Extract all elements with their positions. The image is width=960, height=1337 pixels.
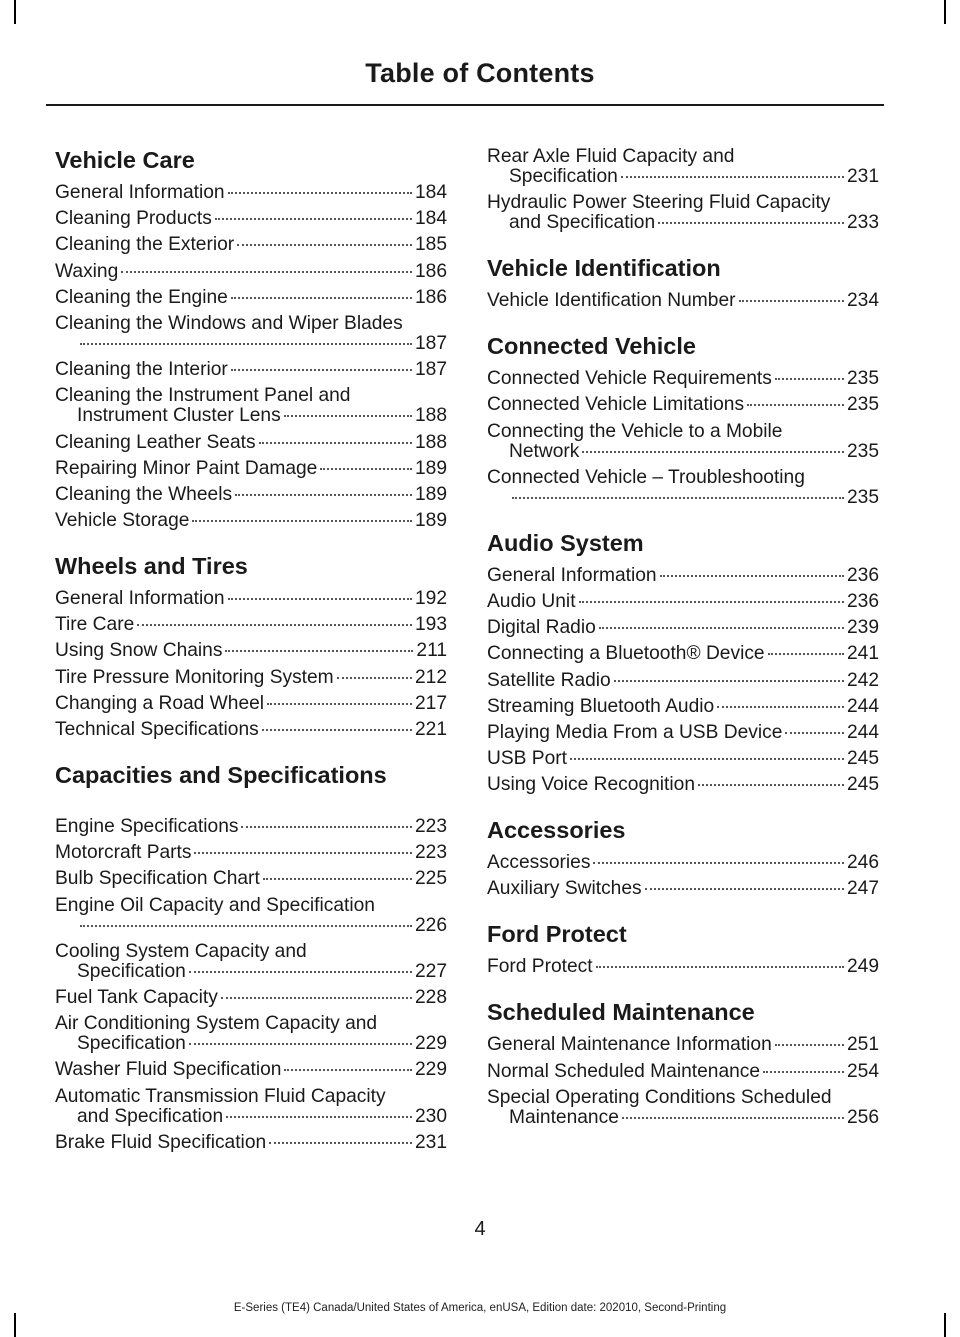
toc-entry-label-cont: Instrument Cluster Lens: [77, 405, 281, 427]
toc-entry[interactable]: [55, 896, 447, 936]
toc-entry-label: Ford Protect: [487, 956, 593, 978]
crop-mark-top-left: [14, 0, 16, 24]
toc-entry[interactable]: [55, 183, 447, 203]
toc-entry-continuation: [55, 334, 447, 354]
toc-entry[interactable]: [487, 749, 879, 769]
toc-page-ref: 186: [414, 260, 447, 282]
toc-entry-continuation: [55, 1107, 447, 1127]
dot-leader: [189, 1043, 412, 1045]
toc-page-ref: 187: [414, 359, 447, 381]
toc-entry-label: Connected Vehicle Limitations: [487, 394, 745, 416]
dot-leader: [259, 442, 412, 444]
dot-leader: [768, 653, 844, 655]
toc-entry-label: Cleaning the Instrument Panel and: [55, 385, 351, 407]
toc-entry-continuation: [487, 213, 879, 233]
dot-leader: [658, 222, 844, 224]
dot-leader: [512, 497, 844, 499]
toc-section: [487, 526, 879, 796]
crop-mark-bottom-left: [14, 1313, 16, 1337]
toc-page-ref: 184: [414, 208, 447, 230]
toc-page-ref: 212: [414, 666, 447, 688]
toc-entry[interactable]: [487, 193, 879, 233]
toc-entry[interactable]: [55, 288, 447, 308]
toc-entry-label: General Information: [55, 182, 225, 203]
toc-section: [55, 758, 447, 1153]
dot-leader: [194, 852, 412, 854]
toc-page-ref: 235: [846, 394, 879, 416]
toc-page-ref: 221: [414, 719, 447, 740]
dot-leader: [237, 244, 412, 246]
toc-page-ref: 230: [414, 1105, 447, 1127]
toc-entry[interactable]: [487, 671, 879, 691]
dot-leader: [267, 703, 412, 705]
toc-page-ref: 189: [414, 483, 447, 505]
toc-entry-continuation: [487, 1108, 879, 1128]
toc-entry[interactable]: [487, 592, 879, 612]
toc-entry[interactable]: [55, 817, 447, 837]
toc-entry[interactable]: [55, 589, 447, 609]
toc-entry-label: Accessories: [487, 852, 591, 874]
toc-page-ref: 186: [414, 286, 447, 308]
toc-entry[interactable]: [55, 459, 447, 479]
toc-entry[interactable]: [55, 386, 447, 426]
toc-page-ref: 233: [846, 212, 879, 234]
toc-page-ref: 251: [846, 1034, 879, 1056]
toc-entry[interactable]: [487, 879, 879, 899]
toc-entry[interactable]: [487, 957, 879, 977]
toc-entry-label: Waxing: [55, 260, 119, 282]
toc-entry[interactable]: [487, 566, 879, 586]
toc-entry-label: Special Operating Conditions Scheduled: [487, 1086, 832, 1108]
toc-column-right: [487, 147, 879, 1134]
toc-page-ref: 256: [846, 1106, 879, 1128]
toc-entry-continuation: [487, 442, 879, 462]
dot-leader: [80, 343, 412, 345]
toc-entry-label: Using Voice Recognition: [487, 774, 695, 796]
toc-page-ref: 193: [414, 614, 447, 636]
toc-entry[interactable]: [487, 291, 879, 311]
section-heading-scheduled-maintenance: Scheduled Maintenance: [487, 999, 755, 1026]
toc-entry-label: Air Conditioning System Capacity and: [55, 1013, 378, 1035]
dot-leader: [763, 1071, 844, 1073]
dot-leader: [579, 601, 844, 603]
toc-entry[interactable]: [55, 433, 447, 453]
toc-entry-label: Using Snow Chains: [55, 640, 223, 662]
toc-page-ref: 244: [846, 721, 879, 743]
toc-entry-label-cont: Specification: [77, 960, 186, 982]
toc-entry-label-cont: Maintenance: [509, 1106, 619, 1128]
toc-entry-label-cont: Network: [509, 440, 580, 462]
section-heading-audio-system: Audio System: [487, 529, 644, 556]
toc-entry-label: Cleaning the Exterior: [55, 234, 235, 256]
toc-page-ref: 187: [414, 332, 447, 354]
dot-leader: [228, 192, 412, 194]
toc-page-ref: 245: [846, 748, 879, 770]
footer-edition-text: E-Series (TE4) Canada/United States of America, enUSA, Edition date: 202010, Second-Printing: [233, 1302, 727, 1314]
toc-entry-label: Vehicle Identification Number: [487, 290, 736, 312]
toc-entry[interactable]: [487, 1035, 879, 1055]
toc-entry-label: Cleaning Leather Seats: [55, 431, 256, 453]
toc-page-ref: 189: [414, 457, 447, 479]
toc-page-ref: 226: [414, 914, 447, 936]
dot-leader: [263, 878, 412, 880]
toc-entry-label: Rear Axle Fluid Capacity and: [487, 146, 735, 167]
toc-page-ref: 231: [846, 166, 879, 187]
dot-leader: [231, 369, 412, 371]
toc-entry-continuation: [487, 488, 879, 508]
dot-leader: [215, 218, 412, 220]
toc-page-ref: 185: [414, 234, 447, 256]
toc-page-ref: 189: [414, 510, 447, 532]
toc-entry[interactable]: [55, 1133, 447, 1153]
toc-entry-label: Cooling System Capacity and: [55, 940, 307, 962]
toc-entry[interactable]: [55, 615, 447, 635]
dot-leader: [241, 826, 412, 828]
toc-entry-label-cont: Specification: [77, 1033, 186, 1055]
toc-page-ref: 192: [414, 588, 447, 610]
toc-entry[interactable]: [55, 235, 447, 255]
toc-entry-label: Repairing Minor Paint Damage: [55, 457, 318, 479]
toc-entry[interactable]: [487, 775, 879, 795]
toc-entry-label: Fuel Tank Capacity: [55, 986, 218, 1008]
dot-leader: [337, 677, 412, 679]
toc-page-ref: 231: [414, 1131, 447, 1153]
dot-leader: [599, 627, 844, 629]
toc-entry-label: Automatic Transmission Fluid Capacity: [55, 1085, 386, 1107]
dot-leader: [621, 176, 844, 178]
toc-page-ref: 236: [846, 590, 879, 612]
dot-leader: [189, 971, 412, 973]
dot-leader: [320, 468, 412, 470]
dot-leader: [221, 997, 412, 999]
dot-leader: [660, 575, 844, 577]
toc-page-ref: 217: [414, 692, 447, 714]
dot-leader: [593, 862, 844, 864]
dot-leader: [121, 271, 412, 273]
toc-entry-continuation: [55, 962, 447, 982]
toc-entry[interactable]: [55, 942, 447, 982]
toc-entry-label: Vehicle Storage: [55, 510, 190, 532]
toc-entry-label: Technical Specifications: [55, 719, 259, 740]
toc-entry-label: Cleaning the Engine: [55, 286, 228, 308]
toc-entry-label: Cleaning Products: [55, 208, 212, 230]
toc-entry[interactable]: [487, 422, 879, 462]
toc-entry[interactable]: [55, 209, 447, 229]
toc-page-ref: 234: [846, 290, 879, 312]
dot-leader: [698, 784, 844, 786]
toc-entry[interactable]: [487, 853, 879, 873]
toc-section: [487, 251, 879, 311]
toc-entry[interactable]: [487, 697, 879, 717]
toc-entry-label: Brake Fluid Specification: [55, 1131, 267, 1153]
toc-entry-label: Connected Vehicle – Troubleshooting: [487, 466, 805, 488]
dot-leader: [235, 494, 412, 496]
dot-leader: [645, 888, 844, 890]
dot-leader: [614, 680, 844, 682]
toc-entry[interactable]: [487, 618, 879, 638]
page-number: 4: [474, 1218, 486, 1240]
toc-page-ref: 247: [846, 878, 879, 900]
toc-page-ref: 235: [846, 486, 879, 508]
dot-leader: [739, 300, 844, 302]
toc-entry-label: Tire Care: [55, 614, 135, 636]
toc-entry-label-cont: and Specification: [77, 1105, 224, 1127]
toc-page-ref: 225: [414, 868, 447, 890]
toc-entry[interactable]: [55, 988, 447, 1008]
crop-mark-top-right: [944, 0, 946, 24]
toc-entry-label: Auxiliary Switches: [487, 878, 642, 900]
toc-entry[interactable]: [55, 694, 447, 714]
toc-page-ref: 242: [846, 669, 879, 691]
toc-entry-label: Digital Radio: [487, 617, 596, 639]
section-heading-ford-protect: Ford Protect: [487, 921, 627, 948]
dot-leader: [622, 1117, 844, 1119]
toc-entry-label: Connecting a Bluetooth® Device: [487, 643, 765, 665]
toc-entry-label: Washer Fluid Specification: [55, 1059, 282, 1081]
toc-entry[interactable]: [55, 869, 447, 889]
toc-entry-label: Cleaning the Interior: [55, 359, 228, 381]
toc-page-ref: 246: [846, 852, 879, 874]
toc-page-ref: 245: [846, 774, 879, 796]
toc-entry[interactable]: [55, 1014, 447, 1054]
dot-leader: [80, 925, 412, 927]
toc-entry[interactable]: [55, 314, 447, 354]
toc-page-ref: 235: [846, 440, 879, 462]
toc-page-ref: 223: [414, 842, 447, 864]
toc-entry-label: Cleaning the Wheels: [55, 483, 233, 505]
toc-page-ref: 239: [846, 617, 879, 639]
toc-entry[interactable]: [487, 723, 879, 743]
toc-page-ref: 184: [414, 182, 447, 203]
dot-leader: [269, 1142, 412, 1144]
toc-entry[interactable]: [55, 1087, 447, 1127]
section-heading-vehicle-identification: Vehicle Identification: [487, 255, 721, 282]
toc-entry-label: Engine Specifications: [55, 816, 239, 837]
toc-entry[interactable]: [55, 668, 447, 688]
toc-section: [487, 813, 879, 899]
dot-leader: [228, 598, 412, 600]
toc-entry[interactable]: [55, 843, 447, 863]
toc-entry-label: Motorcraft Parts: [55, 842, 192, 864]
dot-leader: [226, 1116, 412, 1118]
toc-entry-continuation: [55, 1034, 447, 1054]
toc-section: [487, 147, 879, 233]
toc-entry-continuation: [487, 167, 879, 187]
toc-entry-label: Normal Scheduled Maintenance: [487, 1060, 761, 1082]
toc-page-ref: 228: [414, 986, 447, 1008]
toc-entry[interactable]: [487, 395, 879, 415]
section-heading-connected-vehicle: Connected Vehicle: [487, 333, 696, 360]
dot-leader: [582, 451, 844, 453]
page-title: Table of Contents: [365, 58, 595, 88]
toc-column-left: [55, 143, 447, 1159]
toc-entry-label: Hydraulic Power Steering Fluid Capacity: [487, 192, 831, 214]
dot-leader: [225, 650, 413, 652]
toc-page-ref: 254: [846, 1060, 879, 1082]
dot-leader: [775, 378, 844, 380]
toc-entry-label: General Information: [487, 564, 657, 586]
toc-entry-label-cont: Specification: [509, 166, 618, 187]
toc-page-ref: 229: [414, 1059, 447, 1081]
dot-leader: [284, 1069, 412, 1071]
toc-page-ref: 229: [414, 1033, 447, 1055]
toc-entry[interactable]: [487, 369, 879, 389]
toc-entry[interactable]: [55, 511, 447, 531]
dot-leader: [775, 1044, 844, 1046]
section-heading-vehicle-care: Vehicle Care: [55, 147, 195, 173]
toc-entry[interactable]: [487, 644, 879, 664]
dot-leader: [284, 415, 412, 417]
toc-page-ref: 188: [414, 431, 447, 453]
dot-leader: [570, 758, 844, 760]
toc-section: [487, 329, 879, 508]
toc-entry-label: USB Port: [487, 748, 567, 770]
toc-section: [55, 549, 447, 740]
toc-entry-continuation: [55, 406, 447, 426]
dot-leader: [192, 520, 412, 522]
header-divider: [46, 104, 884, 106]
toc-entry-label: General Information: [55, 588, 225, 610]
toc-entry[interactable]: [55, 262, 447, 282]
toc-entry-label-cont: and Specification: [509, 212, 656, 234]
toc-entry[interactable]: [55, 1060, 447, 1080]
toc-section: [55, 143, 447, 531]
toc-page-ref: 236: [846, 564, 879, 586]
section-heading-capacities-and-specifications: Capacities and Specifications: [55, 762, 387, 788]
toc-page-ref: 244: [846, 695, 879, 717]
toc-entry-label: Changing a Road Wheel: [55, 692, 265, 714]
toc-page-ref: 249: [846, 956, 879, 978]
toc-entry-label: Connected Vehicle Requirements: [487, 368, 772, 390]
dot-leader: [717, 706, 844, 708]
toc-page-ref: 223: [414, 816, 447, 837]
dot-leader: [785, 732, 844, 734]
toc-entry[interactable]: [55, 641, 447, 661]
toc-section: [487, 995, 879, 1127]
section-heading-accessories: Accessories: [487, 817, 626, 844]
toc-entry-label: Playing Media From a USB Device: [487, 721, 783, 743]
crop-mark-bottom-right: [944, 1313, 946, 1337]
toc-entry[interactable]: [487, 147, 879, 187]
toc-page-ref: 235: [846, 368, 879, 390]
section-heading-wheels-and-tires: Wheels and Tires: [55, 553, 248, 580]
toc-entry-label: Audio Unit: [487, 590, 576, 612]
toc-page-ref: 241: [846, 643, 879, 665]
toc-page-ref: 211: [416, 640, 447, 662]
dot-leader: [596, 966, 844, 968]
dot-leader: [231, 297, 412, 299]
toc-entry-label: Engine Oil Capacity and Specification: [55, 894, 375, 916]
toc-entry[interactable]: [55, 485, 447, 505]
toc-entry-continuation: [55, 916, 447, 936]
dot-leader: [747, 404, 844, 406]
toc-entry[interactable]: [487, 1088, 879, 1128]
toc-entry-label: Cleaning the Windows and Wiper Blades: [55, 312, 403, 334]
toc-entry[interactable]: [55, 360, 447, 380]
toc-entry-label: General Maintenance Information: [487, 1034, 772, 1056]
toc-entry-label: Streaming Bluetooth Audio: [487, 695, 715, 717]
toc-page-ref: 227: [414, 960, 447, 982]
toc-entry[interactable]: [487, 468, 879, 508]
toc-entry-label: Satellite Radio: [487, 669, 611, 691]
toc-entry[interactable]: [487, 1062, 879, 1082]
toc-entry-label: Connecting the Vehicle to a Mobile: [487, 420, 783, 442]
toc-entry-label: Bulb Specification Chart: [55, 868, 260, 890]
toc-entry-label: Tire Pressure Monitoring System: [55, 666, 334, 688]
dot-leader: [137, 624, 412, 626]
toc-entry[interactable]: [55, 720, 447, 740]
toc-section: [487, 917, 879, 977]
toc-page-ref: 188: [414, 405, 447, 427]
dot-leader: [262, 729, 412, 731]
